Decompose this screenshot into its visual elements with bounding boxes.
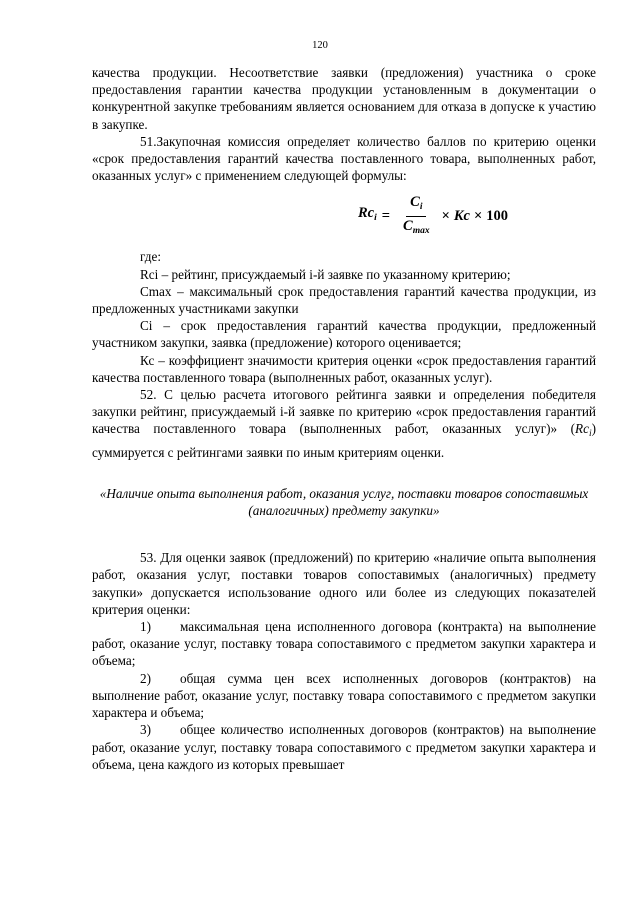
list-item: 3) общее количество исполненных договоров (контрактов) на выполнение работ, оказание услуг, поставку товара сопоставимого с предметом закупки характера и объема, цена каждого из которых превышает (92, 722, 596, 772)
formula-times-1: × (441, 207, 450, 224)
paragraph-intro: качества продукции. Несоответствие заявки (предложения) участника о сроке предоставления гарантии качества продукции установленным в документации о конкурентной закупке требованиям является основанием для отказа в допуске к участию в закупке. (92, 65, 596, 132)
paragraph-51: 51.Закупочная комиссия определяет количество баллов по критерию оценки «срок предоставления гарантий качества поставленного товара, выполненных работ, оказанных услуг» с применением следующей формулы: (92, 133, 596, 184)
page-number: 120 (312, 40, 328, 51)
paragraph-52: 52. С целью расчета итогового рейтинга заявки и определения победителя закупки рейтинг, присуждаемый i-й заявке по критерию «срок предоставления гарантий качества поставленного товара (выполненных работ, оказанных услуг)» $(Rc_i)$ суммируется с рейтингами заявки по иным критериям оценки. (92, 387, 596, 460)
definition-kc: Кс – коэффициент значимости критерия оценки «срок предоставления гарантий качества поставленного товара (выполненных работ, оказанных услуг). (92, 352, 596, 385)
list-item: 2) общая сумма цен всех исполненных договоров (контрактов) на выполнение работ, оказание услуг, поставку товара сопоставимого с предметом закупки характера и объема; (92, 670, 596, 721)
paragraph-53: 53. Для оценки заявок (предложений) по критерию «наличие опыта выполнения работ, оказания услуг, поставки товаров сопоставимых (аналогичных) предмету закупки» допускается использование одного или более из следующих показателей критерия оценки: (92, 550, 596, 617)
definition-cmax: Cmax – максимальный срок предоставления гарантий качества продукции, из предложенных участниками закупки (92, 283, 596, 317)
formula-kc: Kc (453, 207, 470, 224)
formula (92, 192, 596, 240)
definition-ci: Ci – срок предоставления гарантий качества продукции, предложенный участником закупки, заявка (предложение) которого оценивается; (92, 318, 596, 351)
section-heading: «Наличие опыта выполнения работ, оказания услуг, поставки товаров сопоставимых (аналогичных) предмету закупки» (99, 485, 589, 519)
text-column (92, 64, 596, 773)
definition-rci: Rci – рейтинг, присуждаемый i-й заявке по указанному критерию; (140, 266, 511, 282)
formula-body (358, 192, 508, 240)
formula-fraction (399, 194, 434, 239)
formula-denominator: $C_{max}$ (403, 217, 430, 236)
formula-hundred: 100 (486, 207, 508, 224)
formula-equals: = (381, 207, 391, 224)
formula-lhs: $Rc_i$ (358, 205, 377, 224)
list-item: 1) максимальная цена исполненного договора (контракта) на выполнение работ, оказание услуг, поставку товара сопоставимого с предметом закупки характера и объема; (92, 619, 596, 669)
where-label: где: (140, 249, 161, 265)
formula-numerator: $C_i$ (406, 194, 426, 217)
formula-times-2: × (473, 207, 483, 224)
